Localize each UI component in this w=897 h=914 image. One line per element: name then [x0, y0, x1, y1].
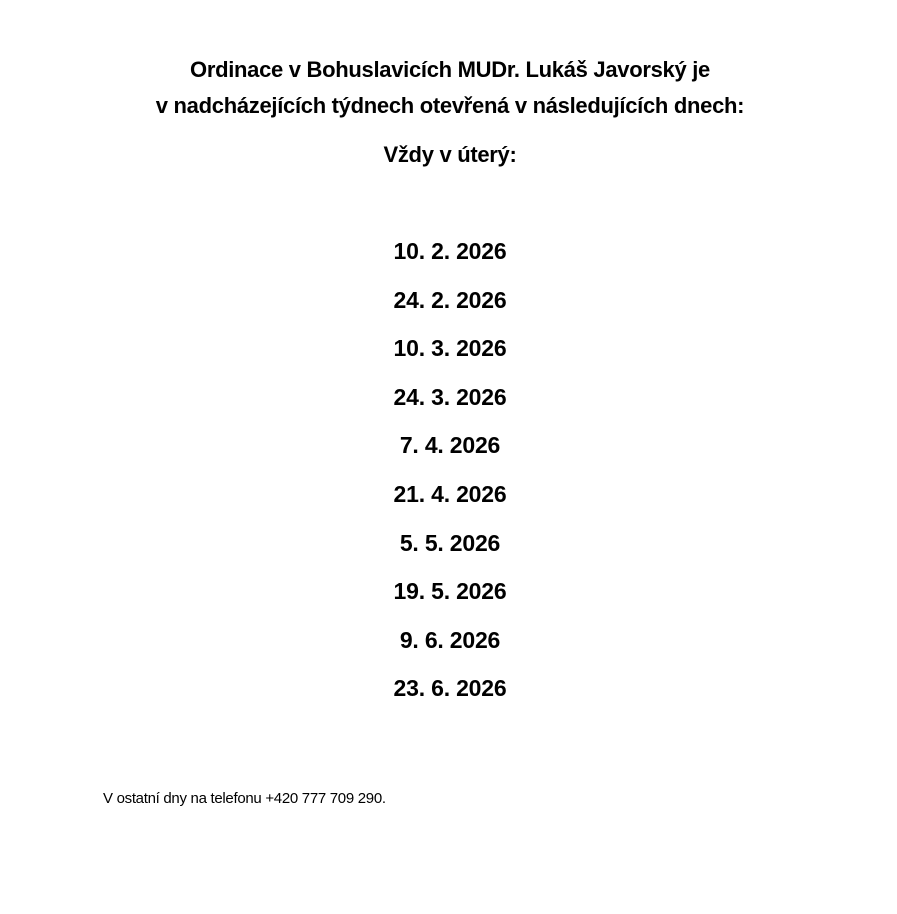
opening-dates-list	[0, 234, 897, 720]
date-item: 7. 4. 2026	[399, 432, 501, 459]
date-item: 24. 2. 2026	[393, 286, 507, 313]
date-item: 24. 3. 2026	[393, 383, 507, 410]
date-item: 5. 5. 2026	[399, 529, 501, 556]
heading-clinic-doctor: Ordinace v Bohuslavicích MUDr. Lukáš Javorský je	[190, 57, 710, 82]
date-item: 21. 4. 2026	[393, 480, 507, 507]
date-item: 9. 6. 2026	[399, 626, 501, 653]
phone-contact-note: V ostatní dny na telefonu +420 777 709 290.	[103, 790, 386, 807]
date-item: 19. 5. 2026	[393, 578, 507, 605]
date-item: 23. 6. 2026	[393, 675, 507, 702]
heading-opening-days: v nadcházejících týdnech otevřená v následujících dnech:	[155, 93, 745, 118]
date-item: 10. 2. 2026	[393, 238, 507, 264]
heading-every-tuesday: Vždy v úterý:	[383, 142, 517, 167]
date-item: 10. 3. 2026	[393, 335, 507, 362]
